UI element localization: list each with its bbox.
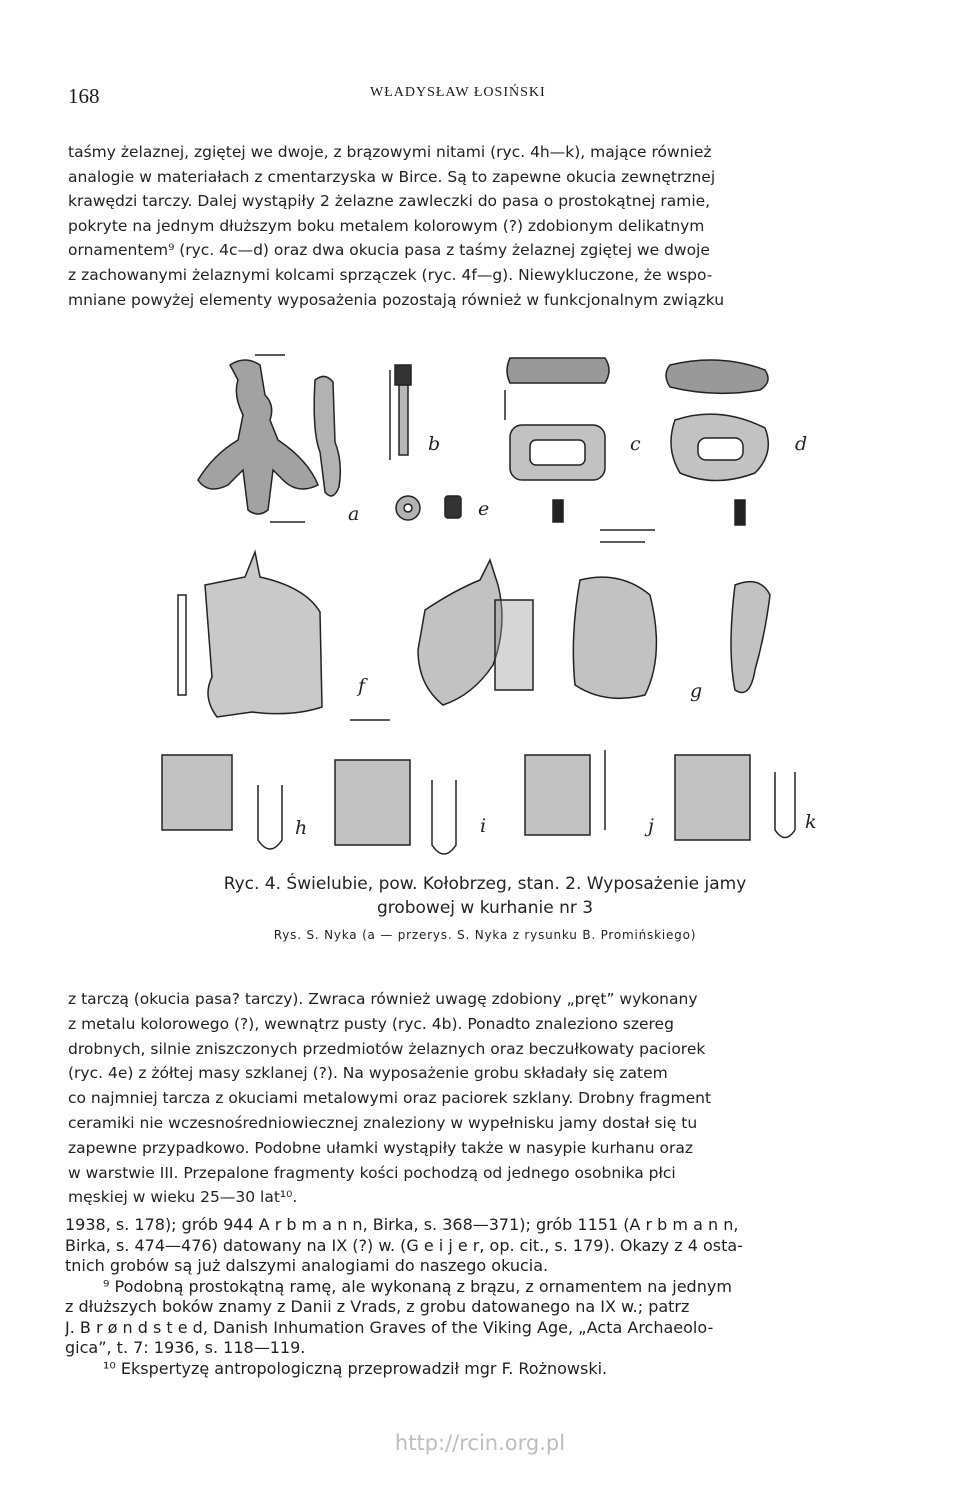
footnote-9: ⁹ Podobną prostokątną ramę, ale wykonaną z brązu, z ornamentem na jednym <box>103 1276 732 1296</box>
fig-label-g: g <box>690 680 703 702</box>
footnote-line: tnich grobów są już dalszymi analogiami do naszego okucia. <box>65 1256 549 1275</box>
fig-label-b: b <box>428 433 441 455</box>
artifact-d-drawing <box>600 360 768 530</box>
artifact-a-drawing <box>198 355 340 522</box>
fig-label-a: a <box>348 503 360 525</box>
figure-credit: Rys. S. Nyka (a — przerys. S. Nyka z rysunku B. Promińskiego) <box>273 928 697 942</box>
artifact-h-k-drawing <box>162 750 795 854</box>
footnote-line: gica”, t. 7: 1936, s. 118—119. <box>65 1338 306 1357</box>
footnote-10: ¹⁰ Ekspertyzę antropologiczną przeprowadził mgr F. Rożnowski. <box>103 1358 608 1378</box>
page-number: 168 <box>68 84 100 108</box>
fig-label-k: k <box>805 811 817 833</box>
body-paragraph-1: taśmy żelaznej, zgiętej we dwoje, z brązowymi nitami (ryc. 4h—k), mające również analogie w materiałach z cmentarzyska w Birce. Są to zapewne okucia zewnętrznej krawędzi tarczy. Dalej wystąpiły 2 żelazne zawleczki do pasa o prostokątnej ramie, pokryte na jednym dłuższym boku metalem kolorowym (?) zdobionym delikatnym ornamentem⁹ (ryc. 4c—d) oraz dwa okucia pasa z taśmy żelaznej zgiętej we dwoje z zachowanymi żelaznymi kolcami sprzączek (ryc. 4f—g). Niewykluczone, że wspo- mniane powyżej elementy wyposażenia pozostają również w funkcjonalnym związku <box>68 143 725 309</box>
body-paragraph-2: z tarczą (okucia pasa? tarczy). Zwraca również uwagę zdobiony „pręt” wykonany z metalu kolorowego (?), wewnątrz pusty (ryc. 4b). Ponadto znaleziono szereg drobnych, silnie zniszczonych przedmiotów żelaznych oraz beczułkowaty paciorek (ryc. 4e) z żółtej masy szklanej (?). Na wyposażenie grobu składały się zatem co najmniej tarcza z okuciami metalowymi oraz paciorek szklany. Drobny fragment ceramiki nie wczesnośredniowiecznej znaleziony w wypełnisku jamy dostał się tu zapewne przypadkowo. Podobne ułamki wystąpiły także w nasypie kurhanu oraz w warstwie III. Przepalone fragmenty kości pochodzą od jednego osobnika płci męskiej w wieku 25—30 lat¹⁰. <box>68 990 712 1207</box>
artifact-g-drawing <box>418 542 770 705</box>
fig-label-e: e <box>478 498 490 520</box>
artifact-c-drawing <box>505 358 609 522</box>
fig-label-h: h <box>295 817 308 839</box>
fig-label-i: i <box>480 815 487 837</box>
fig-label-c: c <box>630 433 641 455</box>
fig-label-f: f <box>358 675 366 697</box>
footnotes <box>65 1215 895 1379</box>
figure-caption: Ryc. 4. Świelubie, pow. Kołobrzeg, stan. 2. Wyposażenie jamy grobowej w kurhanie nr 3 <box>223 874 747 918</box>
watermark: http://rcin.org.pl <box>394 1431 566 1455</box>
footnote-line: Birka, s. 474—476) datowany na IX (?) w. (G e i j e r, op. cit., s. 179). Okazy z 4 osta- <box>65 1235 743 1255</box>
figure-4 <box>150 340 830 870</box>
footnote-line: z dłuższych boków znamy z Danii z Vrads, z grobu datowanego na IX w.; patrz <box>65 1297 690 1316</box>
footnote-line: 1938, s. 178); grób 944 A r b m a n n, Birka, s. 368—371); grób 1151 (A r b m a n n, <box>65 1215 739 1234</box>
fig-label-d: d <box>795 433 808 455</box>
artifact-drawings <box>150 340 830 870</box>
running-head: WŁADYSŁAW ŁOSIŃSKI <box>370 85 546 100</box>
fig-label-j: j <box>648 815 654 837</box>
artifact-b-drawing <box>390 365 461 520</box>
footnote-line: J. B r ø n d s t e d, Danish Inhumation Graves of the Viking Age, „Acta Archaeolo- <box>65 1317 714 1337</box>
